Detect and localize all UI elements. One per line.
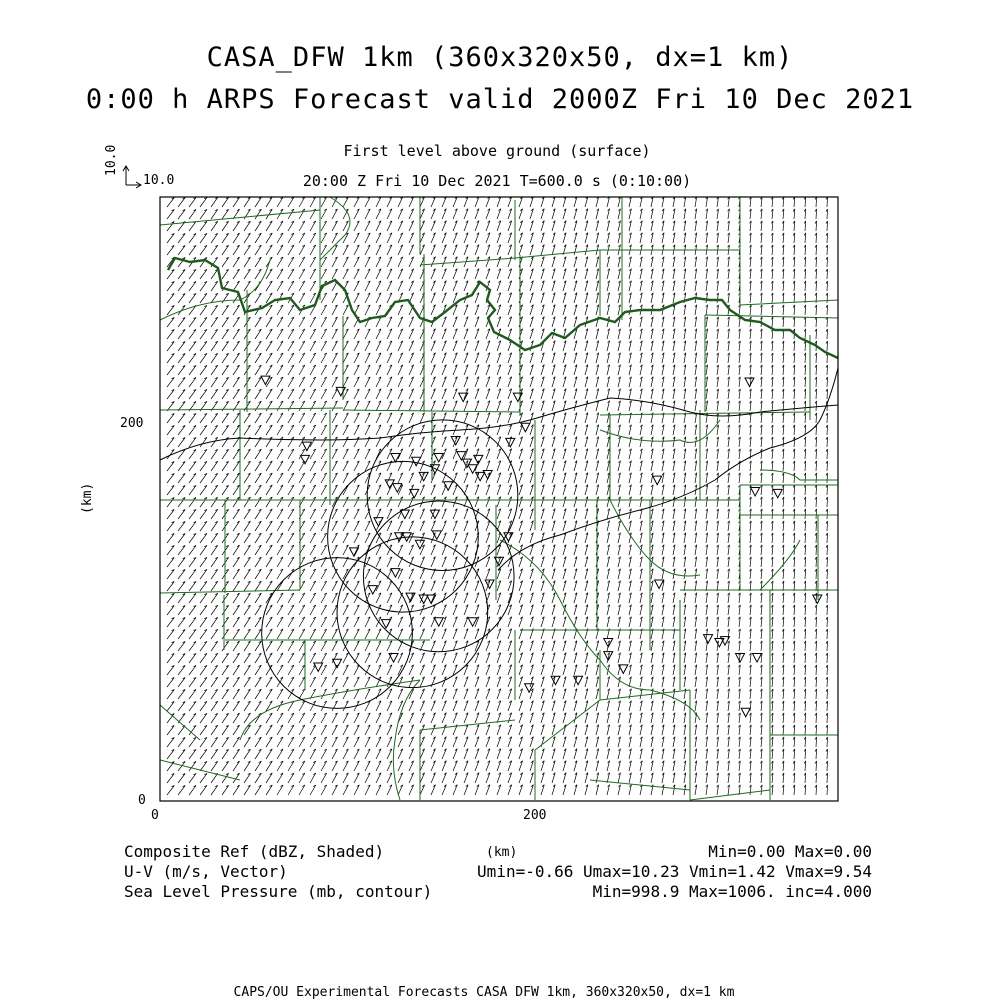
legend-wind-label: U-V (m/s, Vector) [124,862,288,881]
y-axis-label: (km) [80,482,95,514]
radar-range-ring-1 [367,420,518,571]
station-marker [813,595,822,604]
wind-vectors [167,197,828,795]
station-marker [368,586,377,595]
station-marker [773,489,782,498]
plot-title-line2: 0:00 h ARPS Forecast valid 2000Z Fri 10 Dec 2021 [85,84,915,115]
observation-stations [261,376,822,717]
legend-reflectivity-label: Composite Ref (dBZ, Shaded) [124,842,385,861]
x-axis-label: (km) [486,845,518,860]
station-marker [459,393,468,402]
plot-subtitle-level: First level above ground (surface) [343,142,651,160]
vector-key-horizontal-label: 10.0 [143,173,175,188]
station-marker [432,531,441,540]
station-marker [741,708,750,717]
station-marker [391,569,400,578]
plot-subtitle-time: 20:00 Z Fri 10 Dec 2021 T=600.0 s (0:10:00) [302,172,692,190]
station-marker [374,518,383,527]
legend-pressure-range: Min=998.9 Max=1006. inc=4.000 [592,882,872,901]
station-marker [393,484,402,493]
station-marker [434,453,443,462]
x-tick-label-200: 200 [523,808,547,823]
legend-pressure-label: Sea Level Pressure (mb, contour) [124,882,433,901]
station-marker [521,423,530,432]
legend-reflectivity-range: Min=0.00 Max=0.00 [708,842,872,861]
station-marker [389,654,398,663]
station-marker [336,387,345,396]
pressure-contour-2 [498,368,838,570]
station-marker [753,654,762,663]
station-marker [434,618,443,627]
y-tick-label-200: 200 [120,416,144,431]
vector-key-vertical-label: 10.0 [104,144,119,176]
station-marker [476,472,485,481]
y-tick-label-0: 0 [138,793,146,808]
station-marker [301,455,310,464]
footer-credit: CAPS/OU Experimental Forecasts CASA DFW 1km, 360x320x50, dx=1 km [233,985,735,1000]
station-marker [551,676,560,685]
legend-wind-range: Umin=-0.66 Umax=10.23 Vmin=1.42 Vmax=9.54 [477,862,872,881]
station-marker [655,580,664,589]
station-marker [751,487,760,496]
station-marker [314,663,323,672]
wind-vector-field [167,197,828,795]
plot-title-line1: CASA_DFW 1km (360x320x50, dx=1 km) [206,42,794,73]
x-tick-label-0: 0 [151,808,159,823]
station-marker [653,476,662,485]
plot-frame [160,197,838,801]
station-marker [704,635,713,644]
state-border-red-river [168,258,838,358]
vector-key-arrows [123,166,141,188]
